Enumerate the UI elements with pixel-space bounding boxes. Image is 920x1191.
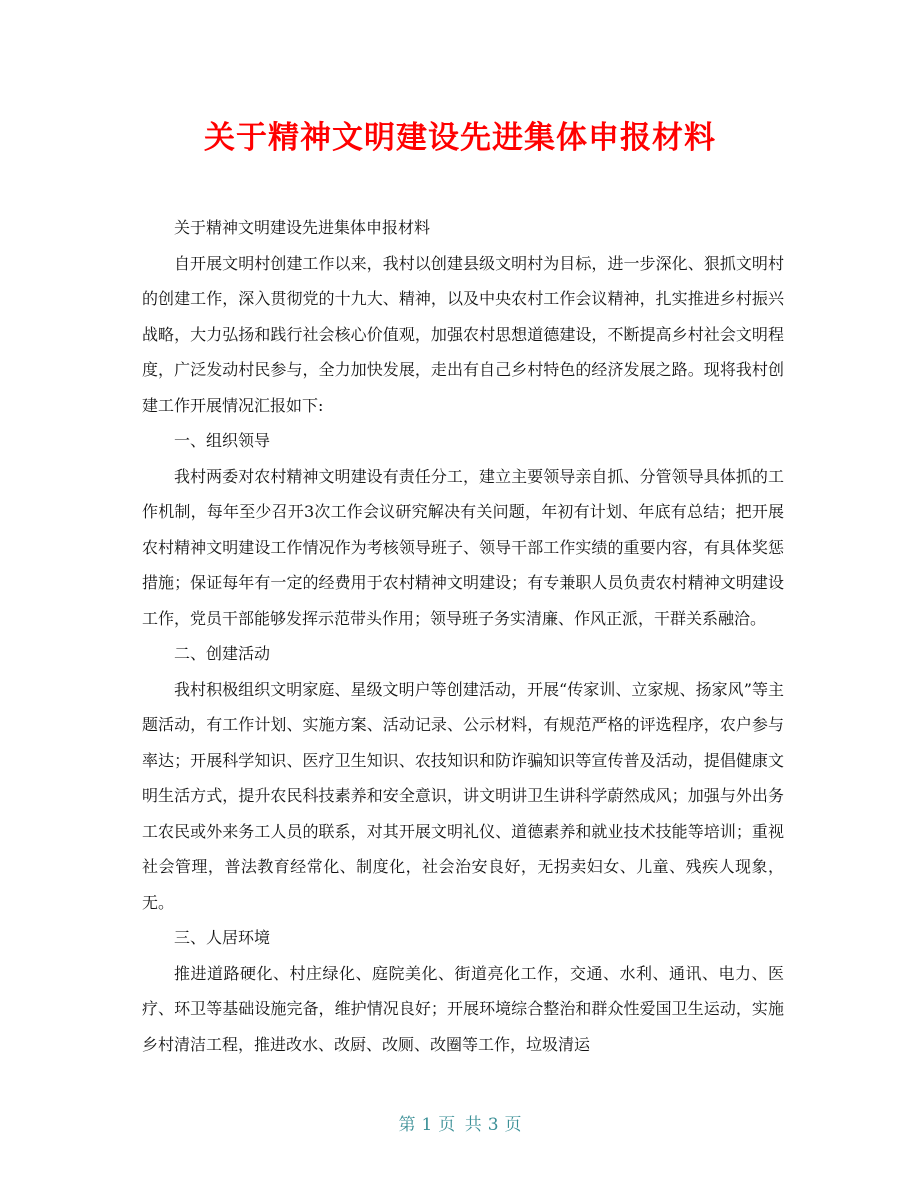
heading-organization: 一、组织领导: [174, 431, 271, 450]
footer-current-page: 1: [421, 1115, 433, 1135]
heading-activities: 二、创建活动: [174, 644, 271, 663]
document-body: [142, 210, 784, 1062]
document-title: 关于精神文明建设先进集体申报材料: [204, 120, 716, 156]
heading-environment: 三、人居环境: [174, 928, 271, 947]
paragraph-environment: 推进道路硬化、村庄绿化、庭院美化、街道亮化工作，交通、水利、通讯、电力、医疗、环卫等基础设施完备，维护情况良好；开展环境综合整治和群众性爱国卫生运动，实施乡村清洁工程，推进改水、改厨、改厕、改圈等工作，垃圾清运: [142, 963, 784, 1054]
paragraph-organization: 我村两委对农村精神文明建设有责任分工，建立主要领导亲自抓、分管领导具体抓的工作机制，每年至少召开3次工作会议研究解决有关问题，年初有计划、年底有总结；把开展农村精神文明建设工作情况作为考核领导班子、领导干部工作实绩的重要内容，有具体奖惩措施；保证每年有一定的经费用于农村精神文明建设；有专兼职人员负责农村精神文明建设工作，党员干部能够发挥示范带头作用；领导班子务实清廉、作风正派，干群关系融洽。: [142, 466, 784, 628]
footer-total-pages: 3: [487, 1115, 499, 1135]
paragraph-subtitle: 关于精神文明建设先进集体申报材料: [174, 218, 431, 237]
footer-mid: 页 共: [438, 1115, 482, 1135]
footer-suffix: 页: [504, 1115, 522, 1135]
paragraph-intro: 自开展文明村创建工作以来，我村以创建县级文明村为目标，进一步深化、狠抓文明村的创建工作，深入贯彻党的十九大、精神，以及中央农村工作会议精神，扎实推进乡村振兴战略，大力弘扬和践行社会核心价值观，加强农村思想道德建设，不断提高乡村社会文明程度，广泛发动村民参与，全力加快发展，走出有自己乡村特色的经济发展之路。现将我村创建工作开展情况汇报如下:: [142, 253, 784, 415]
page-footer: [0, 1113, 920, 1137]
footer-prefix: 第: [398, 1115, 416, 1135]
paragraph-activities: 我村积极组织文明家庭、星级文明户等创建活动，开展“传家训、立家规、扬家风”等主题活动，有工作计划、实施方案、活动记录、公示材料，有规范严格的评选程序，农户参与率达；开展科学知识、医疗卫生知识、农技知识和防诈骗知识等宣传普及活动，提倡健康文明生活方式，提升农民科技素养和安全意识，讲文明讲卫生讲科学蔚然成风；加强与外出务工农民或外来务工人员的联系，对其开展文明礼仪、道德素养和就业技术技能等培训；重视社会管理，普法教育经常化、制度化，社会治安良好，无拐卖妇女、儿童、残疾人现象，无。: [142, 679, 784, 912]
